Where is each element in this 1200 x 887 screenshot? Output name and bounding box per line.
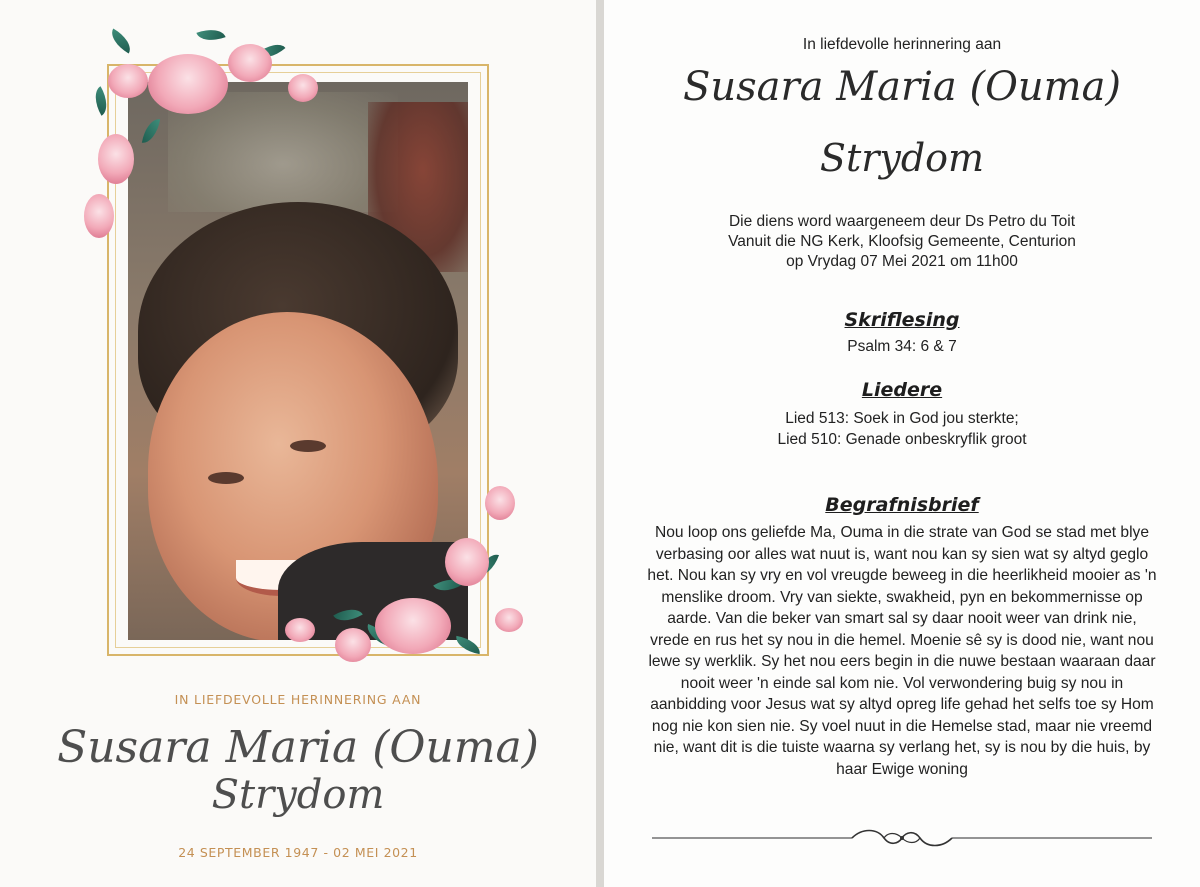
photo-eye-right [290, 440, 326, 452]
service-details [604, 212, 1200, 272]
service-line-1: Die diens word waargeneem deur Ds Petro du Toit [728, 213, 1076, 230]
divider-ornament-icon [652, 826, 1152, 850]
left-memorial-caption: IN LIEFDEVOLLE HERINNERING AAN [174, 692, 422, 707]
skriflesing-heading: Skriflesing [844, 309, 960, 331]
right-card-page [604, 0, 1200, 887]
service-line-2: Vanuit die NG Kerk, Kloofsig Gemeente, Centurion [728, 233, 1076, 250]
right-name-line-2: Strydom [819, 136, 985, 180]
flower-cluster-top-left-icon [78, 24, 328, 244]
left-name-line-2: Strydom [211, 772, 385, 818]
photo-eye-left [208, 472, 244, 484]
right-intro: In liefdevolle herinnering aan [802, 36, 1002, 53]
service-line-3: op Vrydag 07 Mei 2021 om 11h00 [786, 253, 1018, 270]
begrafnisbrief-heading: Begrafnisbrief [825, 494, 979, 516]
left-card-page [0, 0, 596, 887]
liedere-heading: Liedere [861, 379, 943, 401]
liedere-list [604, 408, 1200, 450]
begrafnisbrief-text: Nou loop ons geliefde Ma, Ouma in die strate van God se stad met blye verbasing oor alles wat nuut is, want nou kan sy sien wat sy altyd geglo het. Nou kan sy vry en vol vreugde beweeg in die heerlikheid mooier as 'n menslike droom. Vry van siekte, swakheid, pyn en bekommernisse op aarde. Van die beker van smart sal sy daar nooit weer van drink nie, vrede en rus het sy nou in die hemel. Moenie sê sy is dood nie, want nou lewe sy werklik. Sy het nou eers begin in die nuwe bestaan waaraan daar nooit weer 'n einde sal kom nie. Vol verwondering buig sy nou in aanbidding voor Jesus wat sy altyd opreg life gehad het selfs toe sy Hom nog nie kon sien nie. Sy voel nuut in die Hemelse stad, maar nie vreemd nie, want dit is die tuiste waarna sy verlang het, sy is nou by die huis, by haar Ewige woning [647, 524, 1157, 778]
left-life-dates: 24 SEPTEMBER 1947 - 02 MEI 2021 [178, 845, 418, 860]
right-name-line-1: Susara Maria (Ouma) [682, 64, 1122, 110]
flower-cluster-bottom-right-icon [275, 478, 525, 688]
skriflesing-text: Psalm 34: 6 & 7 [847, 338, 957, 355]
liedere-item-1: Lied 513: Soek in God jou sterkte; [785, 410, 1019, 427]
left-name-line-1: Susara Maria (Ouma) [57, 722, 539, 773]
liedere-item-2: Lied 510: Genade onbeskryflik groot [777, 431, 1027, 448]
